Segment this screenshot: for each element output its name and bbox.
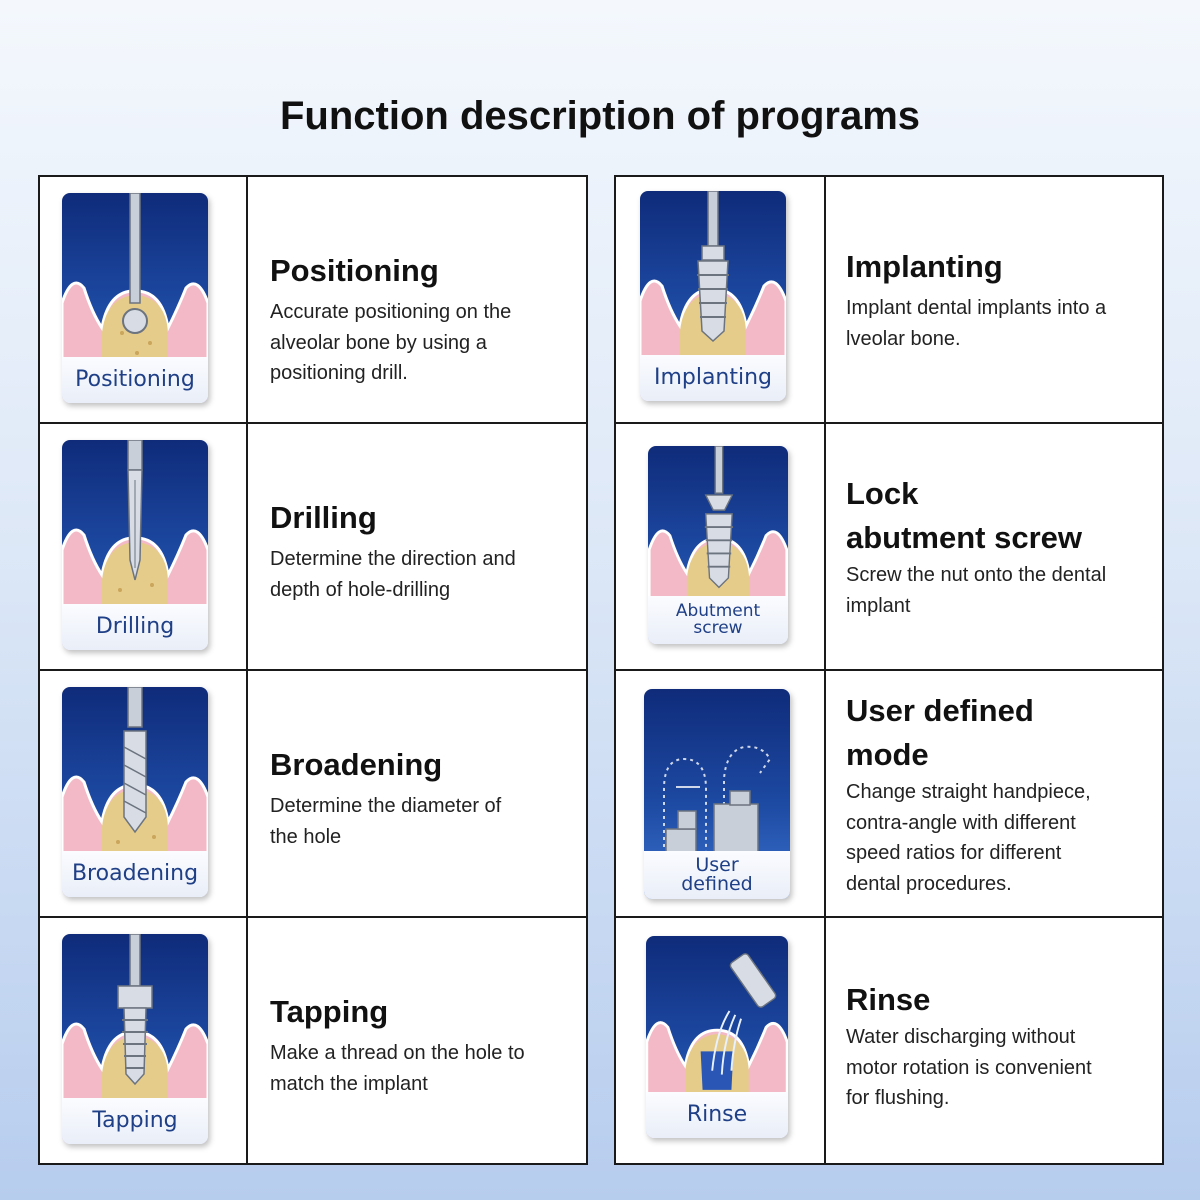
program-heading: Tapping <box>270 994 389 1029</box>
program-text-implanting <box>846 245 1146 354</box>
card-label-line: screw <box>693 618 743 638</box>
program-row-implanting <box>616 177 1162 424</box>
card-label-strip <box>62 851 208 897</box>
program-card-abutment-screw <box>648 446 788 644</box>
program-heading: Broadening <box>270 747 443 782</box>
program-row-abutment-screw <box>616 424 1162 671</box>
column-divider <box>824 424 826 669</box>
column-divider <box>824 177 826 422</box>
card-label: Positioning <box>75 367 195 392</box>
program-row-positioning <box>40 177 586 424</box>
program-card-rinse <box>646 936 788 1138</box>
program-heading: Lock abutment screw <box>846 476 1083 555</box>
program-description: Determine the diameter of the hole <box>270 795 502 848</box>
program-description: Make a thread on the hole to match the implant <box>270 1042 525 1095</box>
column-divider <box>246 177 248 422</box>
program-description: Implant dental implants into a lveolar bone. <box>846 297 1107 350</box>
card-label-strip <box>62 357 208 403</box>
card-label-strip <box>640 355 786 401</box>
program-row-user-defined <box>616 671 1162 918</box>
program-description: Determine the direction and depth of hole-drilling <box>270 548 516 601</box>
program-heading: Rinse <box>846 982 931 1017</box>
column-divider <box>246 671 248 916</box>
column-divider <box>246 918 248 1165</box>
program-card-positioning <box>62 193 208 403</box>
program-row-broadening <box>40 671 586 918</box>
program-row-rinse <box>616 918 1162 1165</box>
program-text-tapping <box>270 990 570 1099</box>
program-card-implanting <box>640 191 786 401</box>
program-row-tapping <box>40 918 586 1165</box>
card-label-strip <box>646 1092 788 1138</box>
card-label-line: defined <box>681 873 753 895</box>
program-heading: Positioning <box>270 253 439 288</box>
program-text-broadening <box>270 743 570 852</box>
card-label-line: Abutment <box>675 601 761 621</box>
card-label-strip <box>644 851 790 899</box>
page-title: Function description of programs <box>279 94 921 138</box>
program-heading: Drilling <box>270 500 377 535</box>
program-description: Change straight handpiece, contra-angle with different speed ratios for different dental procedures. <box>846 781 1091 895</box>
card-label-line: User <box>695 854 739 876</box>
program-description: Water discharging without motor rotation is convenient for flushing. <box>846 1026 1092 1109</box>
program-description: Screw the nut onto the dental implant <box>846 564 1107 617</box>
program-heading: User defined mode <box>846 693 1034 772</box>
programs-table-left <box>38 175 588 1165</box>
program-card-broadening <box>62 687 208 897</box>
card-label: Rinse <box>686 1102 748 1127</box>
card-label: Drilling <box>95 614 175 639</box>
program-text-abutment-screw <box>846 472 1146 621</box>
program-text-user-defined <box>846 689 1146 899</box>
program-text-rinse <box>846 978 1146 1114</box>
program-text-positioning <box>270 249 570 389</box>
card-label-strip <box>648 596 788 644</box>
program-description: Accurate positioning on the alveolar bone by using a positioning drill. <box>270 301 512 384</box>
card-label: Broadening <box>71 861 199 886</box>
program-row-drilling <box>40 424 586 671</box>
program-card-drilling <box>62 440 208 650</box>
programs-table-right <box>614 175 1164 1165</box>
program-card-user-defined <box>644 689 790 899</box>
column-divider <box>824 671 826 916</box>
column-divider <box>246 424 248 669</box>
card-label: Implanting <box>653 365 773 390</box>
program-text-drilling <box>270 496 570 605</box>
program-card-tapping <box>62 934 208 1144</box>
column-divider <box>824 918 826 1165</box>
program-heading: Implanting <box>846 249 1003 284</box>
card-label-strip <box>62 604 208 650</box>
card-label-strip <box>62 1098 208 1144</box>
card-label: Tapping <box>92 1108 178 1133</box>
